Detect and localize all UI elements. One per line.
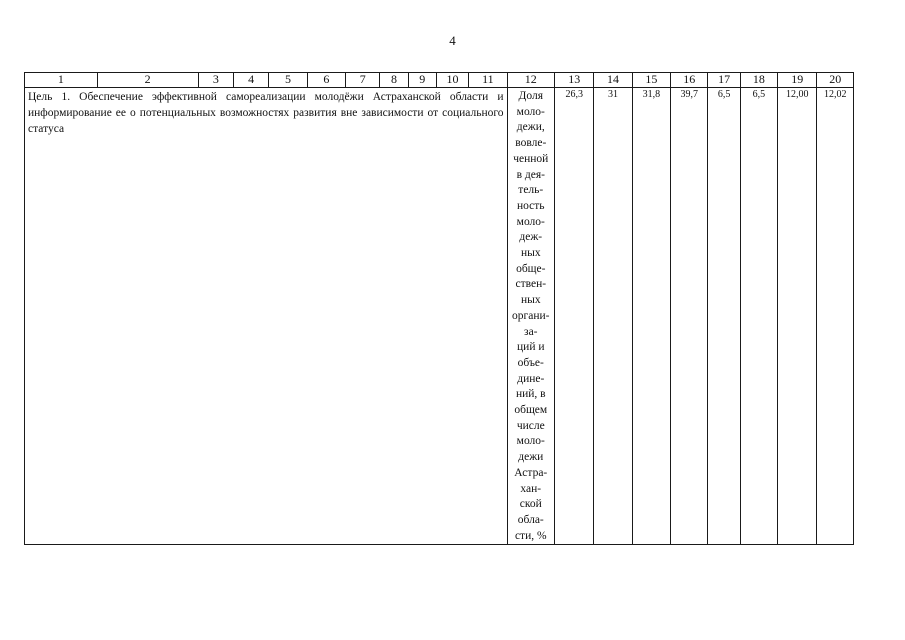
indicator-line: дежи	[518, 451, 544, 464]
indicator-line: деж-	[519, 231, 543, 244]
column-header: 18	[740, 73, 777, 88]
column-header: 9	[408, 73, 436, 88]
page-number: 4	[449, 33, 456, 48]
indicator-line: моло-	[516, 215, 545, 228]
indicator-line: ченной	[513, 152, 549, 165]
column-header: 14	[594, 73, 632, 88]
column-header: 3	[198, 73, 233, 88]
column-header: 12	[507, 73, 554, 88]
indicator-line: ных	[520, 294, 541, 307]
indicator-line: объе-	[517, 356, 544, 369]
column-header: 5	[269, 73, 307, 88]
indicator-table	[24, 72, 854, 545]
value-cell: 31,8	[632, 88, 670, 545]
column-header: 11	[469, 73, 507, 88]
value-cell: 6,5	[708, 88, 740, 545]
indicator-line: моло-	[516, 435, 545, 448]
indicator-line: хан-	[520, 482, 542, 495]
column-header: 15	[632, 73, 670, 88]
column-header: 13	[555, 73, 594, 88]
column-header: 6	[307, 73, 345, 88]
indicator-line: ций и	[517, 341, 545, 354]
column-header: 16	[671, 73, 708, 88]
indicator-line: обще-	[516, 262, 546, 275]
indicator-line: числе	[516, 419, 545, 432]
indicator-line: тель-	[518, 184, 544, 197]
indicator-description	[507, 88, 554, 545]
indicator-line: вовле-	[515, 137, 547, 150]
indicator-line: Доля	[518, 90, 544, 102]
column-number-row	[25, 73, 854, 88]
value-cell: 6,5	[740, 88, 777, 545]
column-header: 1	[25, 73, 98, 88]
column-header: 10	[436, 73, 468, 88]
column-header: 20	[817, 73, 854, 88]
table-row	[25, 88, 854, 545]
indicator-line: ствен-	[515, 278, 547, 291]
indicator-line: ность	[516, 199, 545, 212]
indicator-line: ний, в	[515, 388, 546, 401]
column-header: 4	[233, 73, 268, 88]
indicator-line: сти, %	[514, 529, 547, 542]
indicator-line: органи-	[512, 309, 550, 322]
value-cell: 12,00	[778, 88, 817, 545]
value-cell: 31	[594, 88, 632, 545]
indicator-line: в дея-	[516, 168, 545, 181]
indicator-line: за-	[524, 325, 538, 338]
column-header: 19	[778, 73, 817, 88]
column-header: 7	[346, 73, 380, 88]
indicator-line: ных	[520, 247, 541, 260]
indicator-line: моло-	[516, 105, 545, 118]
column-header: 8	[380, 73, 408, 88]
indicator-line: общем	[514, 404, 548, 417]
indicator-line: обла-	[517, 513, 544, 526]
value-cell: 26,3	[555, 88, 594, 545]
goal-text: Цель 1. Обеспечение эффективной самореализации молодёжи Астраханской области и информирование ее о потенциальных возможностях развития вне зависимости от социального статуса	[25, 88, 508, 545]
indicator-line: дине-	[517, 372, 545, 385]
column-header: 17	[708, 73, 740, 88]
value-cell: 39,7	[671, 88, 708, 545]
indicator-line: дежи,	[516, 121, 545, 134]
column-header: 2	[97, 73, 198, 88]
value-cell: 12,02	[817, 88, 854, 545]
indicator-line: Астра-	[514, 466, 548, 479]
indicator-line: ской	[519, 498, 542, 511]
